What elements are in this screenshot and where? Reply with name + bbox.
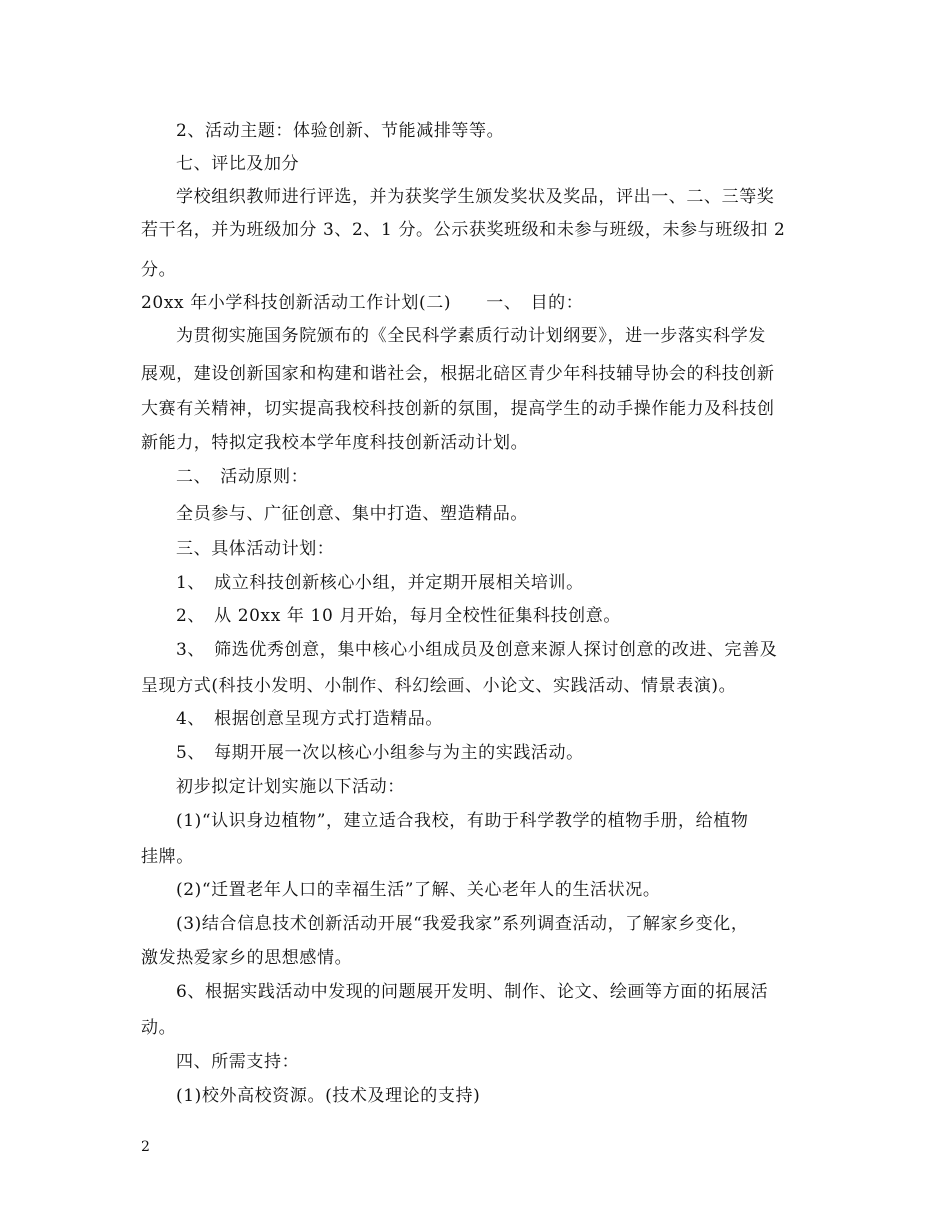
list-item: 3、 筛选优秀创意，集中核心小组成员及创意来源人探讨创意的改进、完善及 (176, 640, 778, 660)
text-line: 呈现方式(科技小发明、小制作、科幻绘画、小论文、实践活动、情景表演)。 (141, 676, 737, 696)
text-line: 挂牌。 (141, 847, 194, 867)
text-line: 初步拟定计划实施以下活动： (176, 777, 405, 797)
document-title: 20xx 年小学科技创新活动工作计划(二) 一、 目的： (141, 293, 584, 313)
section-heading: 二、 活动原则： (176, 467, 309, 487)
list-item: (3)结合信息技术创新活动开展“我爱我家”系列调查活动，了解家乡变化， (176, 914, 749, 934)
section-heading: 七、评比及加分 (176, 154, 300, 174)
text-line: 新能力，特拟定我校本学年度科技创新活动计划。 (141, 433, 529, 453)
text-line: 若干名，并为班级加分 3、2、1 分。公示获奖班级和未参与班级，未参与班级扣 2 (141, 220, 786, 240)
section-heading: 三、具体活动计划： (176, 539, 335, 559)
list-item: 6、根据实践活动中发现的问题展开发明、制作、论文、绘画等方面的拓展活 (176, 982, 769, 1002)
list-item: 1、 成立科技创新核心小组，并定期开展相关培训。 (176, 573, 584, 593)
page-number: 2 (141, 1139, 150, 1155)
text-line: 为贯彻实施国务院颁布的《全民科学素质行动计划纲要》，进一步落实科学发 (176, 326, 766, 346)
list-item: (2)“迁置老年人口的幸福生活”了解、关心老年人的生活状况。 (176, 880, 661, 900)
list-item: 5、 每期开展一次以核心小组参与为主的实践活动。 (176, 743, 584, 763)
text-line: 学校组织教师进行评选，并为获奖学生颁发奖状及奖品，评出一、二、三等奖 (176, 187, 775, 207)
list-item: (1)校外高校资源。(技术及理论的支持) (176, 1086, 481, 1106)
list-item: 4、 根据创意呈现方式打造精品。 (176, 709, 443, 729)
text-line: 2、活动主题：体验创新、节能减排等等。 (176, 121, 505, 141)
text-line: 展观，建设创新国家和构建和谐社会，根据北碚区青少年科技辅导协会的科技创新 (141, 364, 775, 384)
section-heading: 四、所需支持： (176, 1052, 300, 1072)
text-line: 大赛有关精神，切实提高我校科技创新的氛围，提高学生的动手操作能力及科技创 (141, 399, 775, 419)
list-item: (1)“认识身边植物”，建立适合我校，有助于科学教学的植物手册，给植物 (176, 811, 749, 831)
text-line: 全员参与、广征创意、集中打造、塑造精品。 (176, 504, 528, 524)
text-line: 动。 (141, 1018, 177, 1038)
list-item: 2、 从 20xx 年 10 月开始，每月全校性征集科技创意。 (176, 606, 621, 626)
text-line: 激发热爱家乡的思想感情。 (141, 948, 353, 968)
text-line: 分。 (141, 260, 177, 280)
